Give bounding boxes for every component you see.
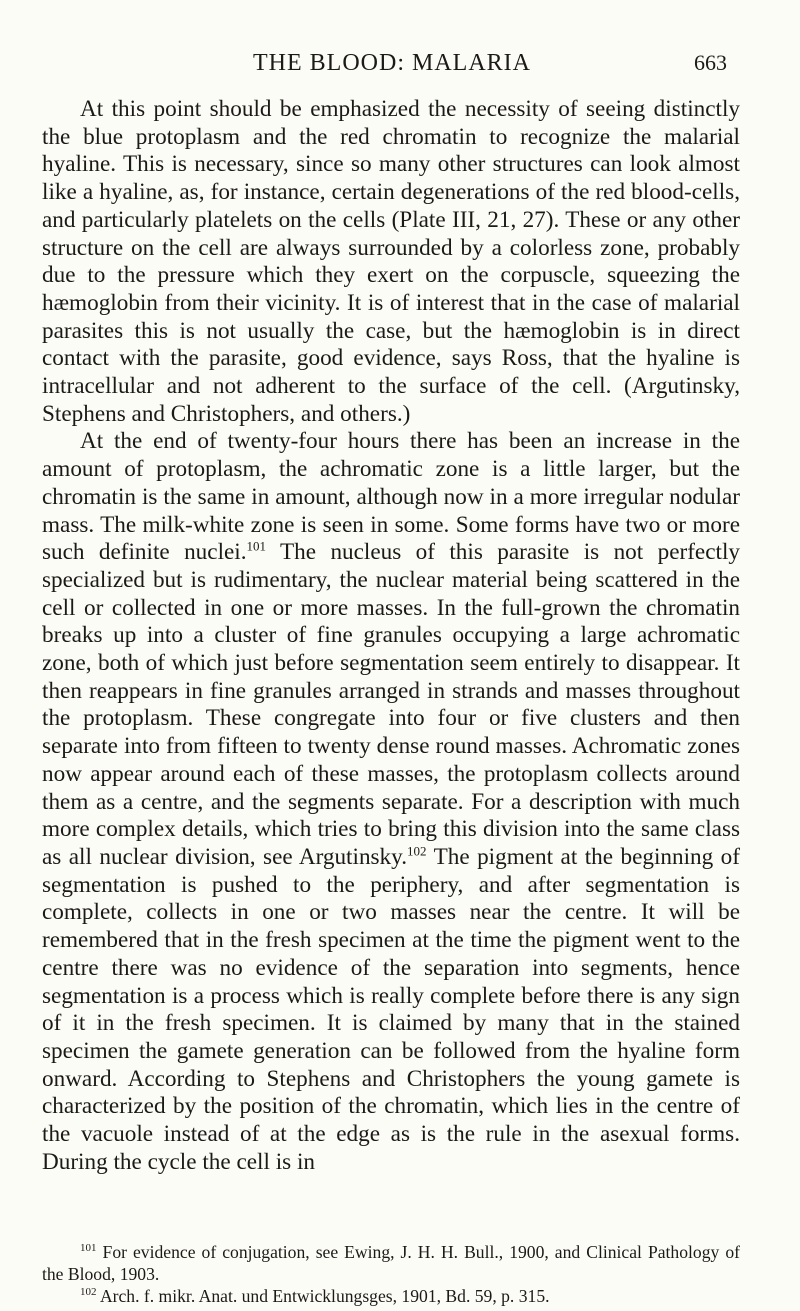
running-title: THE BLOOD: MALARIA: [253, 50, 531, 76]
footnote-number: 102: [80, 1285, 97, 1298]
footnote-number: 101: [80, 1242, 97, 1255]
page-number: 663: [694, 50, 727, 75]
footnote-101: [42, 1242, 740, 1286]
paragraph-2: [42, 428, 740, 1176]
footnote-ref-101[interactable]: 101: [246, 538, 267, 554]
footnote-text: Arch. f. mikr. Anat. und Entwicklungsges, 1901, Bd. 59, p. 315.: [99, 1285, 550, 1306]
paragraph-2-part-b: The nucleus of this parasite is not perfectly specialized but is rudimentary, the nuclear material being scattered in the cell or collected in one or more masses. In the full-grown the chromatin breaks up into a cluster of fine granules occupying a large achromatic zone, both of which just before segmentation seem entirely to disappear. It then reappears in fine granules arranged in strands and masses throughout the protoplasm. These congregate into four or five clusters and then separate into from fifteen to twenty dense round masses. Achromatic zones now appear around each of these masses, the protoplasm collects around them as a centre, and the segments separate. For a description with much more complex details, which tries to bring this division into the same class as all nuclear division, see Argutinsky.: [42, 539, 740, 870]
body-text: [42, 96, 740, 1176]
footnote-102: [42, 1286, 740, 1308]
paragraph-2-part-c: The pigment at the beginning of segmentation is pushed to the periphery, and after segmentation is complete, collects in one or two masses near the centre. It will be remembered that in the fresh specimen at the time the pigment went to the centre there was no evidence of the separation into segments, hence segmentation is a process which is really complete before there is any sign of it in the fresh specimen. It is claimed by many that in the stained specimen the gamete generation can be followed from the hyaline form onward. According to Stephens and Christophers the young gamete is characterized by the position of the chromatin, which lies in the centre of the vacuole instead of at the edge as is the rule in the asexual forms. During the cycle the cell is in: [42, 843, 740, 1175]
paragraph-2-part-a: At the end of twenty-four hours there has been an increase in the amount of protoplasm, the achromatic zone is a little larger, but the chromatin is the same in amount, although now in a more irregular nodular mass. The milk-white zone is seen in some. Some forms have two or more such definite nuclei.: [42, 428, 740, 566]
footnote-text: For evidence of conjugation, see Ewing, J. H. H. Bull., 1900, and Clinical Pathology of the Blood, 1903.: [42, 1242, 740, 1284]
footnote-ref-102[interactable]: 102: [407, 843, 427, 859]
footnotes: [42, 1242, 740, 1307]
paragraph-1: At this point should be emphasized the necessity of seeing distinctly the blue protoplasm and the red chromatin to recognize the malarial hyaline. This is necessary, since so many other structures can look almost like a hyaline, as, for instance, certain degenerations of the red blood-cells, and particularly platelets on the cells (Plate III, 21, 27). These or any other structure on the cell are always surrounded by a colorless zone, probably due to the pressure which they exert on the corpuscle, squeezing the hæmoglobin from their vicinity. It is of interest that in the case of malarial parasites this is not usually the case, but the hæmoglobin is in direct contact with the parasite, good evidence, says Ross, that the hyaline is intracellular and not adherent to the surface of the cell. (Argutinsky, Stephens and Christophers, and others.): [42, 96, 740, 427]
